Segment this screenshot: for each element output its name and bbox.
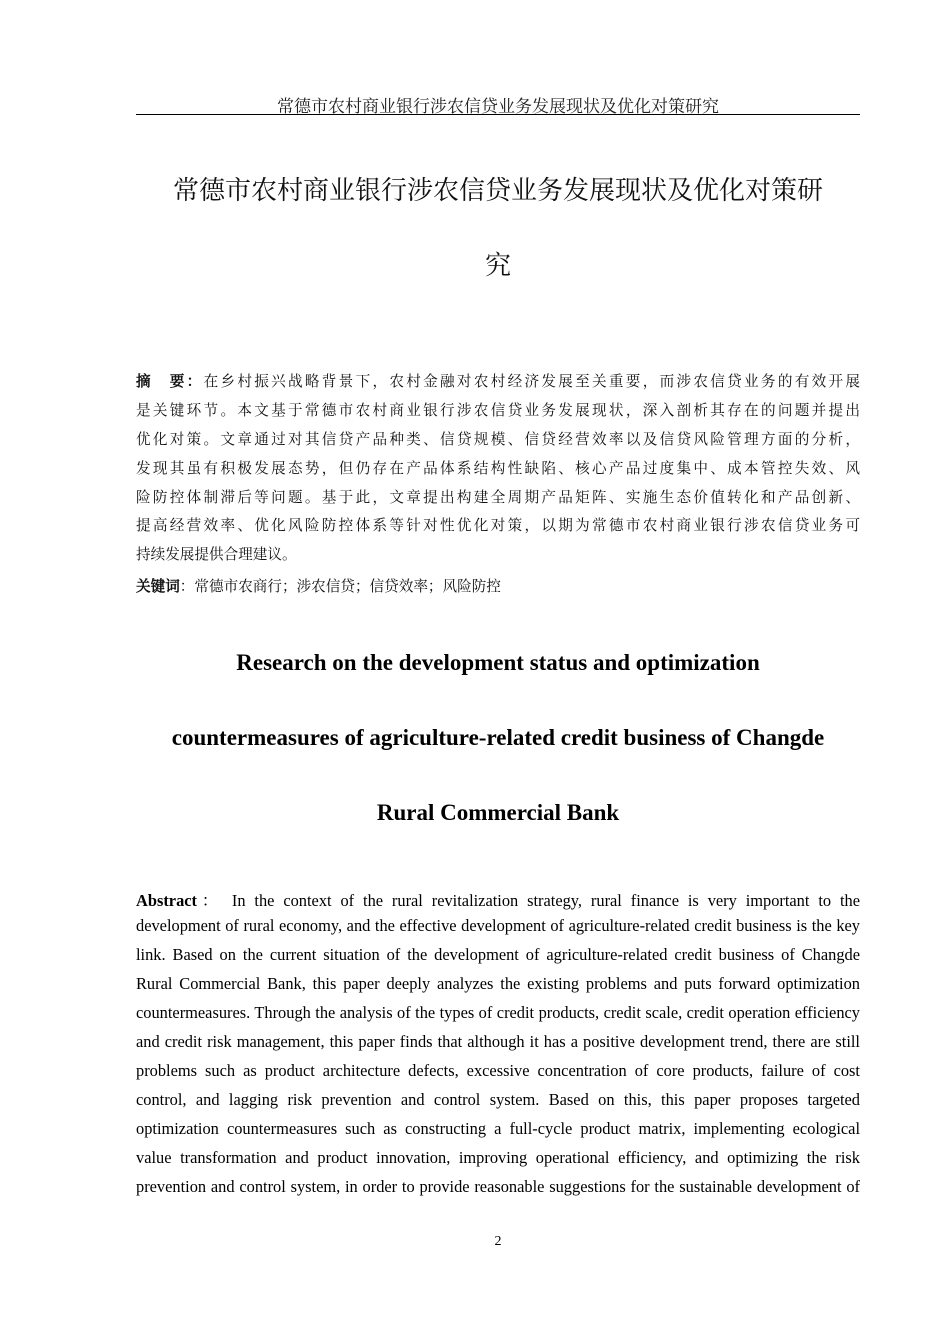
chinese-abstract-line: 发现其虽有积极发展态势，但仍存在产品体系结构性缺陷、核心产品过度集中、成本管控失效、风 xyxy=(136,460,860,477)
chinese-title-line-1: 常德市农村商业银行涉农信贷业务发展现状及优化对策研 xyxy=(172,176,823,206)
chinese-abstract-line: 持续发展提供合理建议。 xyxy=(136,546,297,563)
english-abstract-line: and credit risk management, this paper finds that although it has a positive development trend, there are still xyxy=(136,1032,860,1051)
page-number: 2 xyxy=(494,1234,502,1249)
english-title-line-2: countermeasures of agriculture-related credit business of Changde xyxy=(171,725,825,750)
chinese-keywords-label: 关键词 xyxy=(136,578,180,595)
chinese-keywords-text: 常德市农商行；涉农信贷；信贷效率；风险防控 xyxy=(194,578,501,595)
english-abstract-line: prevention and control system, in order to provide reasonable suggestions for the sustainable development of xyxy=(136,1177,860,1196)
english-abstract-line: countermeasures. Through the analysis of the types of credit products, credit scale, credit operation efficiency xyxy=(136,1003,860,1022)
english-abstract-line: link. Based on the current situation of the development of agriculture-related credit business of Changde xyxy=(136,945,860,964)
chinese-abstract-line: 是关键环节。本文基于常德市农村商业银行涉农信贷业务发展现状，深入剖析其存在的问题并提出 xyxy=(136,402,860,419)
chinese-abstract-line: 险防控体制滞后等问题。基于此，文章提出构建全周期产品矩阵、实施生态价值转化和产品创新、 xyxy=(136,489,860,506)
english-abstract-line: control, and lagging risk prevention and control system. Based on this, this paper proposes targeted xyxy=(136,1090,860,1109)
chinese-abstract-line: 优化对策。文章通过对其信贷产品种类、信贷规模、信贷经营效率以及信贷风险管理方面的分析， xyxy=(136,431,860,448)
english-abstract-line: problems such as product architecture defects, excessive concentration of core products, failure of cost xyxy=(136,1061,860,1080)
english-abstract-line: Rural Commercial Bank, this paper deeply analyzes the existing problems and puts forward optimization xyxy=(136,974,860,993)
chinese-title-line-2: 究 xyxy=(484,251,511,281)
english-abstract-line: development of rural economy, and the effective development of agriculture-related credit business is the key xyxy=(136,916,860,935)
chinese-abstract-line: 提高经营效率、优化风险防控体系等针对性优化对策，以期为常德市农村商业银行涉农信贷业务可 xyxy=(136,517,860,534)
english-abstract-line: Abstract： In the context of the rural revitalization strategy, rural finance is very important to the xyxy=(136,891,860,910)
chinese-abstract-label: 摘 要： xyxy=(136,373,204,390)
running-header: 常德市农村商业银行涉农信贷业务发展现状及优化对策研究 xyxy=(277,97,719,117)
english-abstract-line: optimization countermeasures such as constructing a full-cycle product matrix, implementing ecological xyxy=(136,1119,860,1138)
english-abstract-line: value transformation and product innovation, improving operational efficiency, and optimizing the risk xyxy=(136,1148,860,1167)
chinese-abstract-line: 摘 要：在乡村振兴战略背景下，农村金融对农村经济发展至关重要，而涉农信贷业务的有效开展 xyxy=(136,373,860,390)
english-title-line-1: Research on the development status and optimization xyxy=(236,650,760,675)
english-title-line-3: Rural Commercial Bank xyxy=(376,800,620,825)
english-abstract-label: Abstract xyxy=(136,891,197,910)
header-divider xyxy=(136,114,860,115)
chinese-keywords: 关键词：常德市农商行；涉农信贷；信贷效率；风险防控 xyxy=(136,578,501,595)
